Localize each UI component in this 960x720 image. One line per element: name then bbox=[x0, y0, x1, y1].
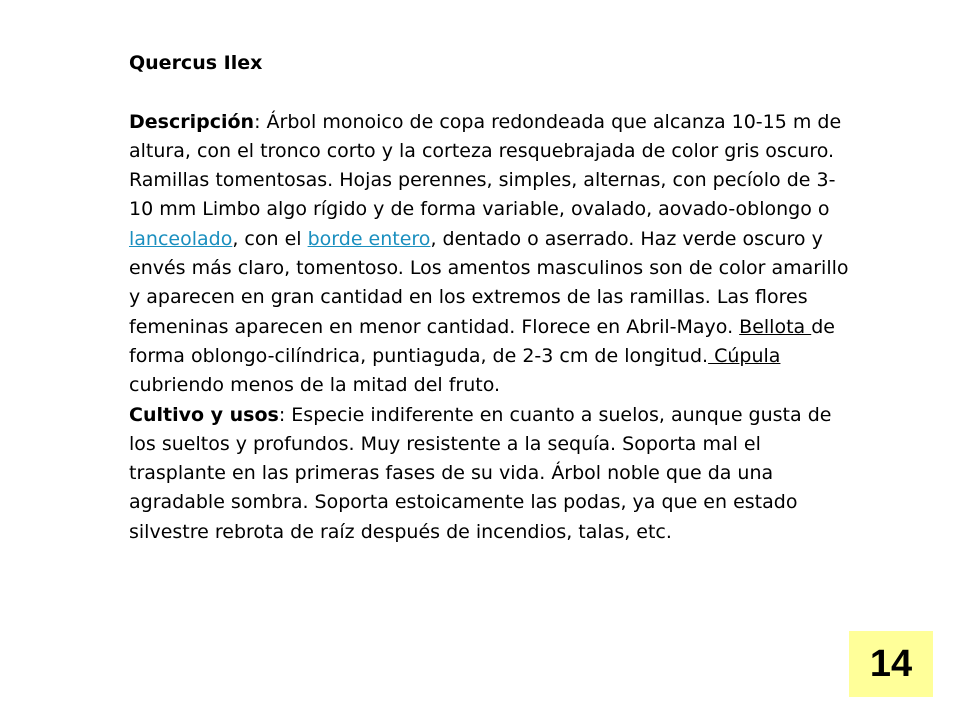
cultivo-separator: : bbox=[278, 403, 292, 426]
description-text-3: , dentado o aserrado. Haz verde oscuro y envés más claro, tomentoso. Los amentos masculinos son de color amarillo y aparecen en gran cantidad en los extremos de las ramillas. Las flores femeninas aparecen en menor cantidad. Florece en Abril-Mayo. bbox=[129, 227, 849, 338]
description-label: Descripción bbox=[129, 110, 255, 133]
description-text-1: Árbol monoico de copa redondeada que alcanza 10-15 m de altura, con el tronco corto y la corteza resquebrajada de color gris oscuro. Ramillas tomentosas. Hojas perennes, simples, alternas, con pecíolo de 3-10 mm Limbo algo rígido y de forma variable, ovalado, aovado-oblongo o bbox=[129, 110, 842, 221]
cultivo-label: Cultivo y usos bbox=[129, 403, 279, 426]
description-text-2: , con el bbox=[232, 227, 308, 250]
description-paragraph bbox=[129, 108, 849, 401]
description-text-4: de forma oblongo-cilíndrica, puntiaguda, de 2-3 cm de longitud. bbox=[129, 315, 835, 367]
page-number-badge: 14 bbox=[849, 631, 933, 697]
bellota-term: Bellota bbox=[739, 315, 812, 338]
species-title: Quercus Ilex bbox=[129, 52, 263, 74]
slide-content bbox=[129, 49, 849, 547]
description-text-5: cubriendo menos de la mitad del fruto. bbox=[129, 374, 501, 397]
lanceolado-link[interactable]: lanceolado bbox=[129, 227, 233, 250]
spacer bbox=[129, 78, 849, 107]
cultivo-paragraph bbox=[129, 401, 849, 547]
borde-entero-link[interactable]: borde entero bbox=[307, 227, 431, 250]
cupula-term: Cúpula bbox=[708, 344, 781, 367]
description-separator: : bbox=[254, 110, 267, 133]
cultivo-text: Especie indiferente en cuanto a suelos, aunque gusta de los sueltos y profundos. Muy resistente a la sequía. Soporta mal el trasplante en las primeras fases de su vida. Árbol noble que da una agradable sombra. Soporta estoicamente las podas, ya que en estado silvestre rebrota de raíz después de incendios, talas, etc. bbox=[129, 403, 832, 543]
